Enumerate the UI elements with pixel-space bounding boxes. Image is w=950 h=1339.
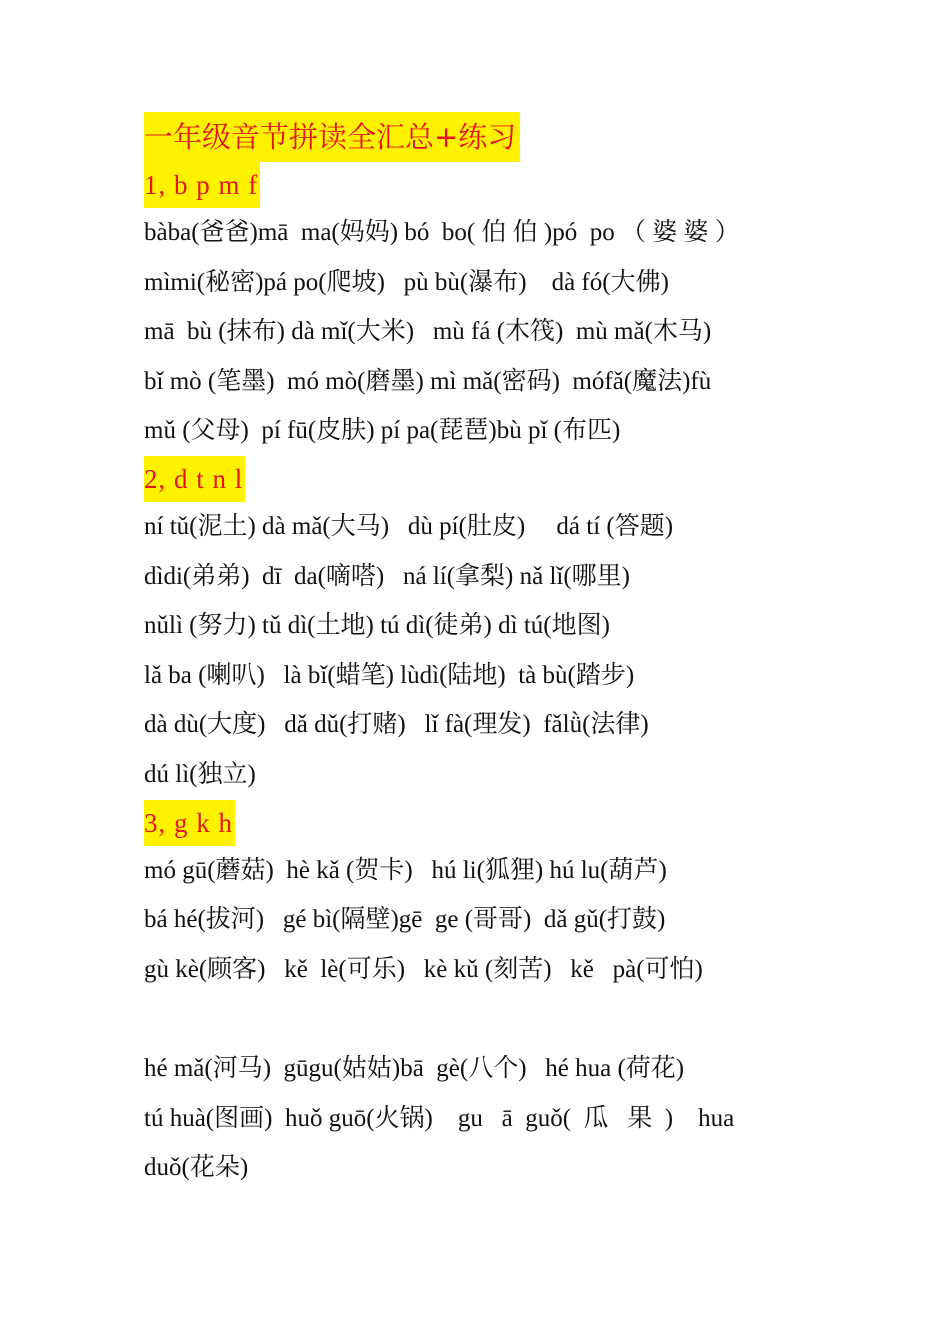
text-line: nǔlì (努力) tǔ dì(土地) tú dì(徒弟) dì tú(地图) [144,612,610,640]
text-line: lǎ ba (喇叭) là bǐ(蜡笔) lùdì(陆地) tà bù(踏步) [144,661,635,689]
document-title: 一年级音节拼读全汇总+练习 [144,112,520,162]
section-heading: 1, b p m f [144,162,260,208]
document-page [144,112,824,1193]
text-line: duǒ(花朵) [144,1154,249,1182]
text-line: tú huà(图画) huǒ guō(火锅) gu ā guǒ( 瓜 果 ) hua [144,1104,735,1132]
text-line: bǐ mò (笔墨) mó mò(磨墨) mì mǎ(密码) mófǎ(魔法)fù [144,367,712,395]
text-line: bàba(爸爸)mā ma(妈妈) bó bo( 伯 伯 )pó po （ 婆 婆 ） [144,219,740,246]
text-line: gù kè(顾客) kě lè(可乐) kè kǔ (刻苦) kě pà(可怕) [144,955,703,983]
section-b-p-m-f [144,162,824,456]
text-line: bá hé(拔河) gé bì(隔壁)gē ge (哥哥) dǎ gǔ(打鼓) [144,906,666,934]
text-line: dà dù(大度) dǎ dǔ(打赌) lǐ fà(理发) fǎlǜ(法律) [144,711,649,739]
text-line: mā bù (抹布) dà mǐ(大米) mù fá (木筏) mù mǎ(木马) [144,318,712,346]
section-heading: 2, d t n l [144,456,245,502]
blank-line [144,994,824,1044]
text-line: dìdi(弟弟) dī da(嘀嗒) ná lí(拿梨) nǎ lǐ(哪里) [144,562,631,590]
section-g-k-h [144,800,824,1193]
text-line: ní tǔ(泥土) dà mǎ(大马) dù pí(肚皮) dá tí (答题) [144,512,674,540]
text-line: mìmi(秘密)pá po(爬坡) pù bù(瀑布) dà fó(大佛) [144,268,669,296]
text-line: mó gū(蘑菇) hè kǎ (贺卡) hú li(狐狸) hú lu(葫芦) [144,856,667,884]
text-line: dú lì(独立) [144,760,256,788]
title-row [144,112,824,162]
text-line: mǔ (父母) pí fū(皮肤) pí pa(琵琶)bù pǐ (布匹) [144,417,621,445]
text-line: hé mǎ(河马) gūgu(姑姑)bā gè(八个) hé hua (荷花) [144,1054,685,1082]
section-heading: 3, g k h [144,800,235,846]
section-d-t-n-l [144,456,824,800]
